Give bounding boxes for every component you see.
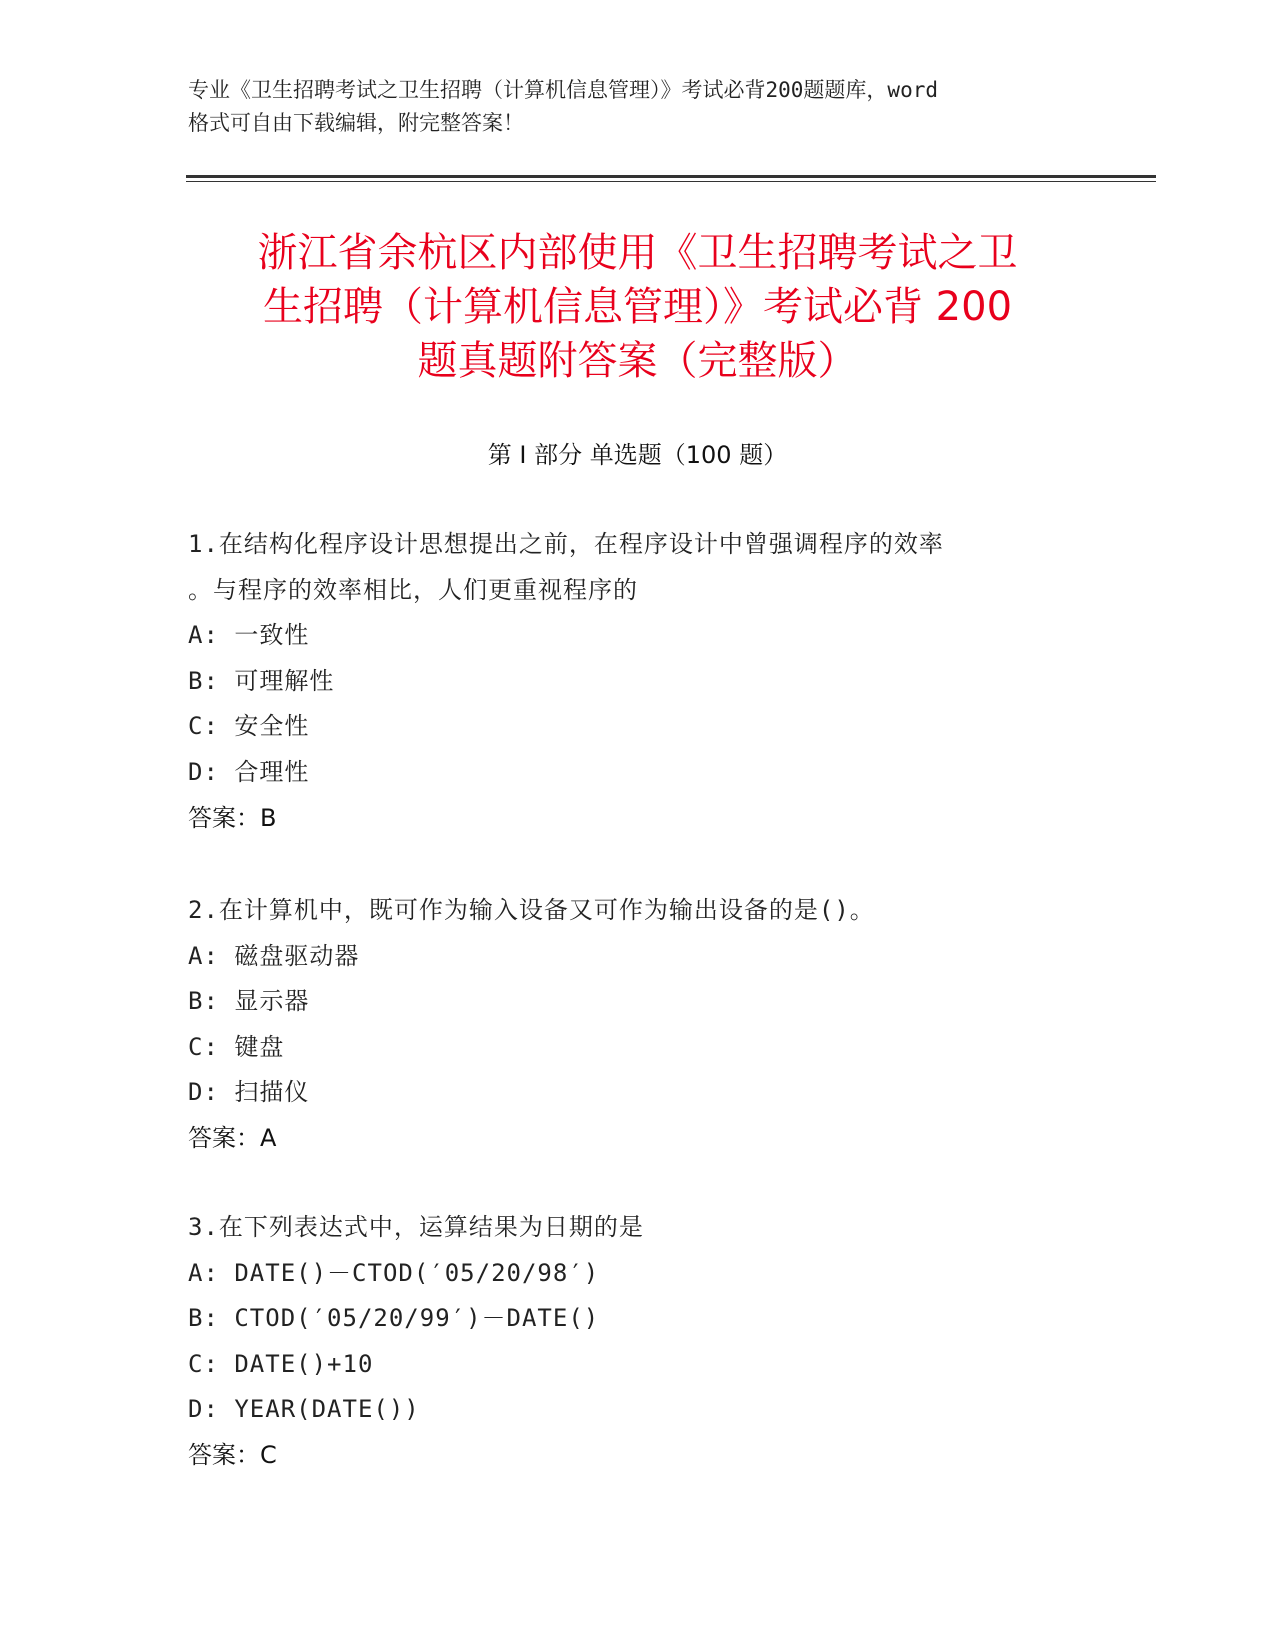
section-heading: 第 I 部分 单选题（100 题）	[487, 441, 788, 469]
header-note-line-1: 专业《卫生招聘考试之卫生招聘（计算机信息管理）》考试必背200题题库，word	[188, 78, 938, 102]
option-a: A: 一致性	[188, 621, 310, 650]
header-note-line-2: 格式可自由下载编辑，附完整答案！	[188, 111, 524, 135]
option-a: A: 磁盘驱动器	[188, 941, 360, 970]
answer: 答案：B	[188, 803, 277, 832]
title-line-1: 浙江省余杭区内部使用《卫生招聘考试之卫	[257, 230, 1018, 276]
header-note	[188, 74, 1088, 140]
header-divider-thin	[186, 181, 1156, 182]
option-d: D: 扫描仪	[188, 1078, 310, 1107]
option-b: B: 显示器	[188, 987, 310, 1016]
question-2	[188, 888, 1088, 1162]
option-a: A: DATE()－CTOD(′05/20/98′)	[188, 1258, 600, 1287]
option-d: D: 合理性	[188, 757, 310, 786]
option-c: C: DATE()+10	[188, 1349, 374, 1378]
question-1	[188, 522, 1088, 841]
option-d: D: YEAR(DATE())	[188, 1395, 420, 1424]
question-stem: 2.在计算机中，既可作为输入设备又可作为输出设备的是()。	[188, 896, 875, 924]
option-c: C: 安全性	[188, 712, 310, 741]
question-stem-continued: 。与程序的效率相比，人们更重视程序的	[188, 575, 638, 604]
question-stem: 1.在结构化程序设计思想提出之前，在程序设计中曾强调程序的效率	[188, 530, 944, 558]
option-b: B: CTOD(′05/20/99′)－DATE()	[188, 1304, 600, 1333]
header-divider-thick	[186, 175, 1156, 178]
question-stem: 3.在下列表达式中，运算结果为日期的是	[188, 1213, 644, 1241]
document-title	[160, 226, 1115, 388]
option-b: B: 可理解性	[188, 666, 335, 695]
title-line-2: 生招聘（计算机信息管理）》考试必背 200	[262, 284, 1013, 330]
title-line-3: 题真题附答案（完整版）	[417, 338, 858, 384]
option-c: C: 键盘	[188, 1032, 285, 1061]
question-3	[188, 1205, 1088, 1479]
answer: 答案：C	[188, 1440, 277, 1469]
answer: 答案：A	[188, 1123, 277, 1152]
